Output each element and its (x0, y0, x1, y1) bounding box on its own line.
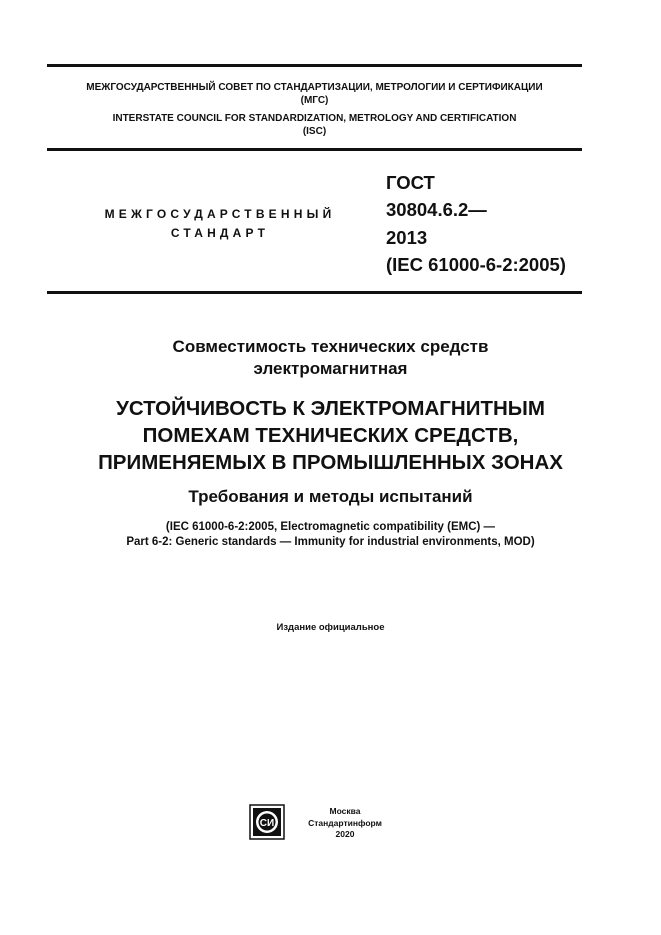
gost-label: ГОСТ (386, 172, 435, 193)
publisher-year: 2020 (335, 829, 355, 839)
publisher-block (300, 806, 390, 841)
iec-title-line1: (IEC 61000-6-2:2005, Electromagnetic compatibility (EMC) — (165, 521, 496, 533)
category-line2: электромагнитная (253, 359, 408, 378)
standartinform-logo (249, 804, 285, 840)
main-title-line3: ПРИМЕНЯЕМЫХ В ПРОМЫШЛЕННЫХ ЗОНАХ (98, 451, 563, 474)
standard-type-line1: МЕЖГОСУДАРСТВЕННЫЙ (104, 207, 336, 221)
gost-iec-ref: (IEC 61000-6-2:2005) (386, 254, 566, 275)
subtitle: Требования и методы испытаний (188, 487, 473, 506)
standard-type-line2: СТАНДАРТ (170, 226, 270, 240)
council-ru-abbr: (МГС) (300, 95, 329, 106)
council-en-abbr: (ISC) (302, 126, 327, 137)
header-rule (47, 148, 582, 151)
publisher-name: Стандартинформ (308, 817, 382, 828)
iec-title-line2: Part 6-2: Generic standards — Immunity for industrial environments, MOD) (126, 536, 535, 548)
publisher-city: Москва (329, 806, 361, 816)
top-rule (47, 64, 582, 67)
category-line1: Совместимость технических средств (172, 337, 489, 356)
council-en-line: INTERSTATE COUNCIL FOR STANDARDIZATION, METROLOGY AND CERTIFICATION (112, 113, 517, 124)
gost-number: 30804.6.2— (386, 199, 487, 220)
gost-year: 2013 (386, 227, 428, 248)
council-ru-line: МЕЖГОСУДАРСТВЕННЫЙ СОВЕТ ПО СТАНДАРТИЗАЦИИ, МЕТРОЛОГИИ И СЕРТИФИКАЦИИ (86, 82, 543, 93)
main-title-line1: УСТОЙЧИВОСТЬ К ЭЛЕКТРОМАГНИТНЫМ (116, 397, 545, 420)
main-title-line2: ПОМЕХАМ ТЕХНИЧЕСКИХ СРЕДСТВ, (142, 424, 519, 447)
designation-rule (47, 291, 582, 294)
svg-text:СИ: СИ (259, 818, 275, 829)
edition-note: Издание официальное (276, 622, 385, 633)
